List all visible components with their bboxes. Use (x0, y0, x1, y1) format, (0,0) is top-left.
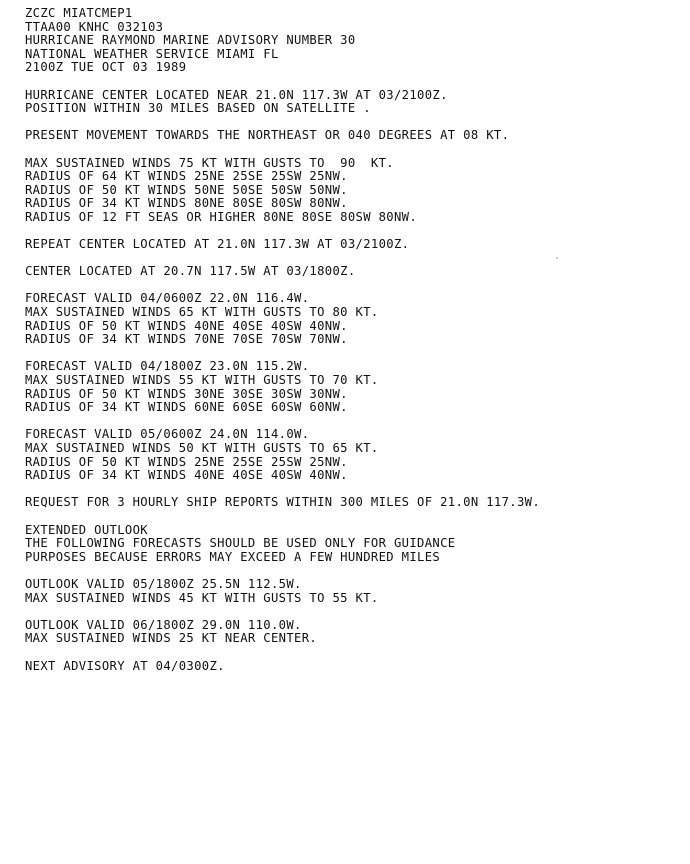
paragraph-gap (25, 279, 685, 293)
advisory-line: MAX SUSTAINED WINDS 65 KT WITH GUSTS TO 80 KT. (25, 305, 379, 320)
advisory-line: RADIUS OF 12 FT SEAS OR HIGHER 80NE 80SE 80SW 80NW. (25, 209, 418, 224)
advisory-line: CENTER LOCATED AT 20.7N 117.5W AT 03/1800Z. (25, 264, 356, 279)
paragraph-gap (25, 75, 685, 89)
advisory-line: RADIUS OF 50 KT WINDS 50NE 50SE 50SW 50NW. (25, 182, 348, 197)
advisory-paragraph (25, 292, 685, 346)
advisory-line: RADIUS OF 50 KT WINDS 40NE 40SE 40SW 40NW. (25, 318, 348, 333)
advisory-paragraph (25, 360, 685, 414)
advisory-paragraph (25, 524, 685, 565)
advisory-paragraph (25, 660, 685, 674)
advisory-line: PURPOSES BECAUSE ERRORS MAY EXCEED A FEW HUNDRED MILES (25, 549, 441, 564)
advisory-line: REQUEST FOR 3 HOURLY SHIP REPORTS WITHIN 300 MILES OF 21.0N 117.3W. (25, 495, 541, 510)
advisory-line: MAX SUSTAINED WINDS 75 KT WITH GUSTS TO 90 KT. (25, 155, 394, 170)
advisory-line: 2100Z TUE OCT 03 1989 (25, 60, 187, 75)
advisory-paragraph (25, 89, 685, 116)
advisory-line: MAX SUSTAINED WINDS 50 KT WITH GUSTS TO 65 KT. (25, 441, 379, 455)
advisory-line: PRESENT MOVEMENT TOWARDS THE NORTHEAST OR 040 DEGREES AT 08 KT. (25, 128, 510, 143)
advisory-line: ZCZC MIATCMEP1 (25, 6, 133, 20)
advisory-text (25, 7, 685, 673)
advisory-paragraph (25, 238, 685, 252)
advisory-line: POSITION WITHIN 30 MILES BASED ON SATELLITE . (25, 101, 371, 116)
paragraph-gap (25, 605, 685, 619)
paragraph-gap (25, 225, 685, 239)
advisory-paragraph (25, 7, 685, 75)
advisory-line: NATIONAL WEATHER SERVICE MIAMI FL (25, 46, 279, 61)
advisory-line: HURRICANE CENTER LOCATED NEAR 21.0N 117.3W AT 03/2100Z. (25, 87, 448, 102)
paragraph-gap (25, 483, 685, 497)
advisory-paragraph (25, 578, 685, 605)
advisory-line: MAX SUSTAINED WINDS 55 KT WITH GUSTS TO 70 KT. (25, 373, 379, 388)
paragraph-gap (25, 646, 685, 660)
paragraph-gap (25, 415, 685, 429)
advisory-line: OUTLOOK VALID 05/1800Z 25.5N 112.5W. (25, 576, 302, 591)
paragraph-gap (25, 116, 685, 130)
advisory-line: TTAA00 KNHC 032103 (25, 19, 164, 34)
advisory-line: FORECAST VALID 05/0600Z 24.0N 114.0W. (25, 427, 310, 442)
advisory-paragraph (25, 428, 685, 482)
paragraph-gap (25, 347, 685, 361)
advisory-line: EXTENDED OUTLOOK (25, 522, 148, 537)
advisory-paragraph (25, 265, 685, 279)
advisory-line: THE FOLLOWING FORECASTS SHOULD BE USED ONLY FOR GUIDANCE (25, 536, 456, 551)
advisory-line: RADIUS OF 34 KT WINDS 80NE 80SE 80SW 80NW. (25, 196, 348, 211)
scan-speck (556, 257, 558, 259)
advisory-line: MAX SUSTAINED WINDS 45 KT WITH GUSTS TO 55 KT. (25, 590, 379, 605)
advisory-line: NEXT ADVISORY AT 04/0300Z. (25, 658, 225, 673)
advisory-line: RADIUS OF 64 KT WINDS 25NE 25SE 25SW 25NW. (25, 169, 348, 184)
advisory-line: HURRICANE RAYMOND MARINE ADVISORY NUMBER 30 (25, 33, 356, 48)
advisory-line: RADIUS OF 50 KT WINDS 30NE 30SE 30SW 30NW. (25, 386, 348, 401)
advisory-paragraph (25, 496, 685, 510)
advisory-line: OUTLOOK VALID 06/1800Z 29.0N 110.0W. (25, 617, 302, 632)
advisory-line: RADIUS OF 34 KT WINDS 60NE 60SE 60SW 60NW. (25, 400, 348, 415)
paragraph-gap (25, 143, 685, 157)
advisory-paragraph (25, 157, 685, 225)
advisory-line: RADIUS OF 34 KT WINDS 40NE 40SE 40SW 40NW. (25, 468, 348, 483)
advisory-line: FORECAST VALID 04/0600Z 22.0N 116.4W. (25, 291, 310, 306)
advisory-paragraph (25, 129, 685, 143)
advisory-line: RADIUS OF 34 KT WINDS 70NE 70SE 70SW 70NW. (25, 332, 348, 347)
paragraph-gap (25, 564, 685, 578)
advisory-line: REPEAT CENTER LOCATED AT 21.0N 117.3W AT 03/2100Z. (25, 237, 410, 252)
advisory-line: MAX SUSTAINED WINDS 25 KT NEAR CENTER. (25, 631, 318, 646)
advisory-paragraph (25, 619, 685, 646)
advisory-line: RADIUS OF 50 KT WINDS 25NE 25SE 25SW 25NW. (25, 454, 348, 469)
paragraph-gap (25, 252, 685, 266)
paragraph-gap (25, 510, 685, 524)
advisory-line: FORECAST VALID 04/1800Z 23.0N 115.2W. (25, 359, 310, 374)
